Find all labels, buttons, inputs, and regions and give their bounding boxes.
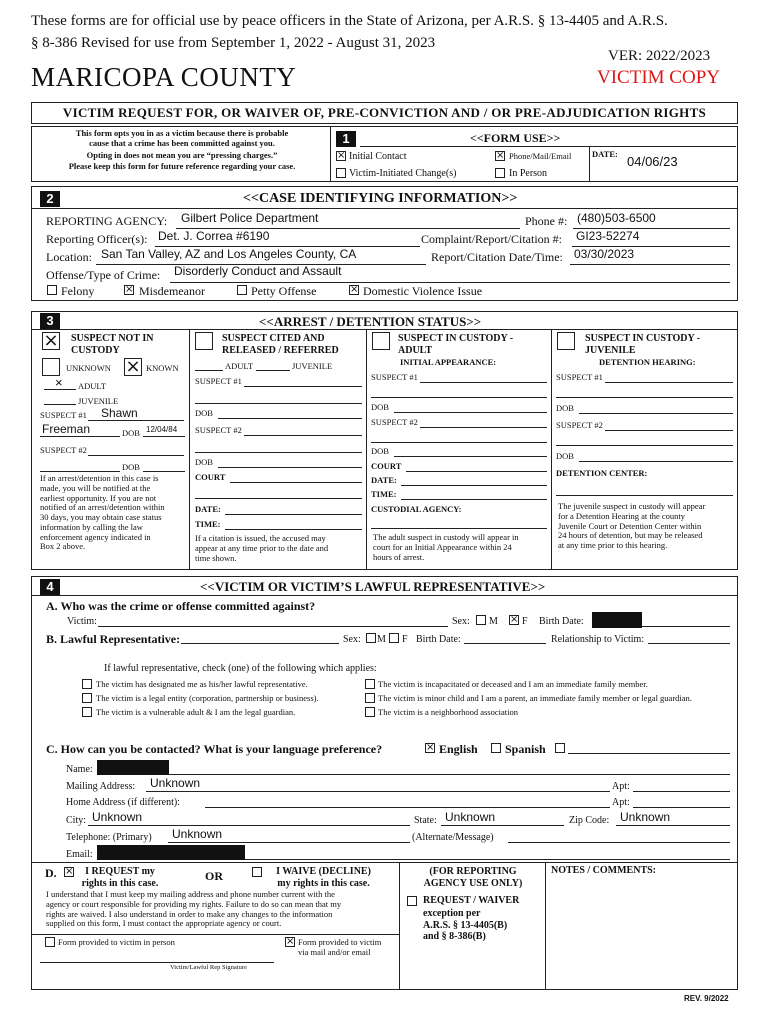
col4-title: SUSPECT IN CUSTODY - JUVENILE	[585, 333, 701, 356]
rep-female-checkbox[interactable]	[389, 633, 399, 643]
english-label: English	[439, 742, 478, 756]
dv-checkbox[interactable]: ×	[350, 284, 359, 295]
report-date-value[interactable]: 03/30/2023	[574, 247, 635, 261]
telephone-label: Telephone: (Primary)	[66, 832, 152, 843]
notes-label: NOTES / COMMENTS:	[551, 865, 657, 876]
form-date-value[interactable]: 04/06/23	[627, 154, 678, 169]
email-label: Email:	[66, 849, 93, 860]
zip-value[interactable]: Unknown	[620, 810, 671, 824]
not-in-custody-checkbox[interactable]: ×	[43, 330, 59, 351]
initial-appearance-label: INITIAL APPEARANCE:	[400, 357, 497, 367]
complaint-value[interactable]: GI23-52274	[576, 229, 640, 243]
spanish-checkbox[interactable]	[491, 743, 501, 753]
location-label: Location:	[46, 250, 92, 264]
lawful-opt-6-checkbox[interactable]	[365, 707, 375, 717]
victim-initiated-checkbox[interactable]	[336, 168, 346, 178]
offense-label: Offense/Type of Crime:	[46, 268, 161, 282]
provided-mail-label: Form provided to victim via mail and/or email	[298, 937, 382, 957]
provided-in-person-label: Form provided to victim in person	[58, 937, 175, 947]
alternate-phone-label: (Alternate/Message)	[412, 832, 494, 843]
col3-title: SUSPECT IN CUSTODY - ADULT	[398, 333, 514, 356]
col2-dob2-label: DOB	[195, 457, 213, 467]
adult-label: ADULT	[78, 381, 107, 391]
suspect1-label: SUSPECT #1	[40, 410, 87, 420]
col2-date-label: DATE:	[195, 504, 221, 514]
arrest-heading: <<ARREST / DETENTION STATUS>>	[259, 314, 482, 329]
col3-court-label: COURT	[371, 461, 402, 471]
col3-dob1-label: DOB	[371, 402, 389, 412]
complaint-label: Complaint/Report/Citation #:	[421, 232, 562, 246]
victim-initiated-label: Victim-Initiated Change(s)	[349, 168, 457, 179]
mailing-apt-label: Apt:	[612, 781, 630, 792]
notes-field[interactable]	[551, 880, 732, 984]
victim-male-checkbox[interactable]	[476, 615, 486, 625]
signature-label: Victim/Lawful Rep Signature	[170, 964, 247, 971]
col2-juvenile-label: JUVENILE	[292, 361, 333, 371]
initial-contact-checkbox[interactable]: ×	[337, 150, 346, 161]
report-date-label: Report/Citation Date/Time:	[431, 250, 563, 264]
rep-female-label: F	[402, 634, 408, 645]
question-b: B. Lawful Representative:	[46, 632, 181, 646]
unknown-label: UNKNOWN	[66, 363, 111, 373]
col2-title: SUSPECT CITED AND RELEASED / REFERRED	[222, 333, 339, 356]
in-person-checkbox[interactable]	[495, 168, 505, 178]
suspect1-dob-label: DOB	[122, 428, 140, 438]
other-language-checkbox[interactable]	[555, 743, 565, 753]
section-2-number: 2	[40, 191, 60, 207]
rep-male-checkbox[interactable]	[366, 633, 376, 643]
adult-mark: ×	[55, 375, 63, 390]
victim-email-redacted	[97, 845, 245, 860]
lawful-opt-5-checkbox[interactable]	[365, 693, 375, 703]
in-custody-adult-checkbox[interactable]	[372, 332, 390, 350]
lawful-opt-2-checkbox[interactable]	[82, 693, 92, 703]
dv-label: Domestic Violence Issue	[363, 284, 483, 298]
suspect1-last-name[interactable]: Freeman	[42, 422, 91, 436]
city-label: City:	[66, 815, 87, 826]
unknown-checkbox[interactable]	[42, 358, 60, 376]
waive-rights-checkbox[interactable]	[252, 867, 262, 877]
intro-text: This form opts you in as a victim because there is probable cause that a crime has been committed against you. Opting in does not mean you are “pressing charges.” Please keep this form for future reference regarding your case.	[68, 128, 296, 172]
lawful-opt-5: The victim is minor child and I am a parent, an immediate family member or legal guardian.	[378, 693, 692, 703]
initial-contact-label: Initial Contact	[349, 151, 407, 162]
section-3-number: 3	[40, 313, 60, 329]
lawful-opt-4: The victim is incapacitated or deceased and I am an immediate family member.	[378, 679, 648, 689]
home-apt-label: Apt:	[612, 797, 630, 808]
lawful-opt-3: The victim is a vulnerable adult & I am the legal guardian.	[96, 707, 296, 717]
agency-label: REPORTING AGENCY:	[46, 214, 168, 228]
detention-hearing-label: DETENTION HEARING:	[599, 357, 696, 367]
col2-suspect2-label: SUSPECT #2	[195, 425, 242, 435]
city-value[interactable]: Unknown	[92, 810, 143, 824]
col2-time-label: TIME:	[195, 519, 221, 529]
offense-value[interactable]: Disorderly Conduct and Assault	[174, 264, 342, 278]
agency-use-label: (FOR REPORTING AGENCY USE ONLY)	[423, 866, 523, 889]
date-label: DATE:	[592, 149, 618, 159]
petty-offense-checkbox[interactable]	[237, 285, 247, 295]
col1-note: If an arrest/detention in this case is made, you will be notified at the earliest opportunity. If you are not notified of an arrest/detention within 30 days, you may obtain case status information by calling the law enforcement agency indicated in Box 2 above.	[40, 473, 165, 552]
col2-adult-label: ADULT	[225, 361, 254, 371]
col3-date-label: DATE:	[371, 475, 397, 485]
col2-dob1-label: DOB	[195, 408, 213, 418]
form-title: VICTIM REQUEST FOR, OR WAIVER OF, PRE-CONVICTION AND / OR PRE-ADJUDICATION RIGHTS	[62, 105, 707, 120]
lawful-opt-1: The victim has designated me as his/her lawful representative.	[96, 679, 308, 689]
lawful-opt-3-checkbox[interactable]	[82, 707, 92, 717]
in-person-label: In Person	[509, 168, 548, 179]
victim-female-checkbox[interactable]: ×	[510, 614, 519, 625]
form-title-box	[31, 102, 738, 124]
misdemeanor-label: Misdemeanor	[139, 284, 205, 298]
section-d-label: D.	[45, 866, 57, 880]
col2-court-label: COURT	[195, 472, 226, 482]
col4-dob2-label: DOB	[556, 451, 574, 461]
col3-dob2-label: DOB	[371, 446, 389, 456]
victim-sex-label: Sex:	[452, 616, 470, 627]
waive-rights-label: I WAIVE (DECLINE) my rights in this case.	[276, 866, 371, 889]
col3-time-label: TIME:	[371, 489, 397, 499]
question-a: A. Who was the crime or offense committed against?	[46, 599, 316, 613]
phone-label: Phone #:	[525, 214, 568, 228]
state-value[interactable]: Unknown	[445, 810, 496, 824]
notice-line-1: These forms are for official use by peace officers in the State of Arizona, per A.R.S. § 13-4405 and A.R.S.	[31, 13, 668, 29]
lawful-opt-4-checkbox[interactable]	[365, 679, 375, 689]
victim-male-label: M	[489, 616, 498, 627]
juvenile-label: JUVENILE	[78, 396, 119, 406]
understand-statement: I understand that I must keep my mailing address and phone number current with the agency or court responsible for providing my rights. Failure to do so can mean that my rights are waived. I also understand in order to make any changes to the information supplied on this form, I must contact the appropriate agency or court.	[46, 889, 342, 929]
notice-line-2: § 8-386 Revised for use from September 1, 2022 - August 31, 2023	[31, 35, 436, 51]
home-label: Home Address (if different):	[66, 797, 180, 808]
custodial-agency-label: CUSTODIAL AGENCY:	[371, 504, 462, 514]
phone-mail-checkbox[interactable]: ×	[496, 150, 505, 161]
cited-released-checkbox[interactable]	[195, 332, 213, 350]
victim-birth-date-label: Birth Date:	[539, 616, 584, 627]
suspect1-dob[interactable]: 12/04/84	[146, 425, 178, 434]
english-checkbox[interactable]: ×	[426, 742, 435, 753]
suspect1-first-name[interactable]: Shawn	[101, 406, 138, 420]
exception-label: exception per A.R.S. § 13-4405(B) and § 8-386(B)	[423, 908, 508, 942]
question-c: C. How can you be contacted? What is your language preference?	[46, 742, 383, 756]
col4-note: The juvenile suspect in custody will appear for a Detention Hearing at the county Juvenile Court or Detention Center within 24 hours of detention, but may be released at any time prior to this hearing.	[558, 501, 706, 551]
col3-note: The adult suspect in custody will appear in court for an Initial Appearance within 24 hours of arrest.	[373, 532, 519, 562]
rep-male-label: M	[377, 634, 386, 645]
form-use-heading: <<FORM USE>>	[470, 131, 561, 145]
suspect2-label: SUSPECT #2	[40, 445, 87, 455]
agency-value[interactable]: Gilbert Police Department	[181, 211, 319, 225]
request-waiver-checkbox[interactable]	[407, 896, 417, 906]
felony-label: Felony	[61, 284, 95, 298]
victim-label: Victim:	[67, 616, 97, 627]
officer-label: Reporting Officer(s):	[46, 232, 148, 246]
mailing-value[interactable]: Unknown	[150, 776, 201, 790]
spanish-label: Spanish	[505, 742, 546, 756]
provided-in-person-checkbox[interactable]	[45, 937, 55, 947]
suspect2-dob-label: DOB	[122, 462, 140, 472]
provided-mail-checkbox[interactable]: ×	[286, 936, 295, 947]
rep-sex-label: Sex:	[343, 634, 361, 645]
version-label: VER: 2022/2023	[608, 48, 711, 64]
col4-dob1-label: DOB	[556, 403, 574, 413]
or-label: OR	[205, 869, 223, 883]
known-label: KNOWN	[146, 363, 179, 373]
lawful-opt-1-checkbox[interactable]	[82, 679, 92, 689]
victim-name-redacted	[97, 760, 169, 775]
relationship-label: Relationship to Victim:	[551, 634, 645, 645]
phone-mail-label: Phone/Mail/Email	[509, 151, 572, 161]
felony-checkbox[interactable]	[47, 285, 57, 295]
victim-copy-label: VICTIM COPY	[597, 67, 720, 88]
rep-birth-date-label: Birth Date:	[416, 634, 461, 645]
phone-value[interactable]: (480)503-6500	[577, 211, 656, 225]
misdemeanor-checkbox[interactable]: ×	[125, 284, 134, 295]
col4-suspect1-label: SUSPECT #1	[556, 372, 603, 382]
request-rights-label: I REQUEST my rights in this case.	[81, 866, 159, 889]
col1-title: SUSPECT NOT IN CUSTODY	[71, 333, 154, 356]
in-custody-juvenile-checkbox[interactable]	[557, 332, 575, 350]
col3-suspect1-label: SUSPECT #1	[371, 372, 418, 382]
officer-value[interactable]: Det. J. Correa #6190	[158, 229, 270, 243]
mailing-label: Mailing Address:	[66, 781, 136, 792]
victim-female-label: F	[522, 616, 528, 627]
telephone-value[interactable]: Unknown	[172, 827, 223, 841]
request-rights-checkbox[interactable]: ×	[65, 866, 74, 877]
known-checkbox[interactable]: ×	[125, 356, 141, 377]
section-4-number: 4	[40, 579, 60, 595]
revision-label: REV. 9/2022	[684, 994, 729, 1003]
location-value[interactable]: San Tan Valley, AZ and Los Angeles County, CA	[101, 247, 357, 261]
victim-heading: <<VICTIM OR VICTIM’S LAWFUL REPRESENTATIVE>>	[200, 579, 546, 594]
col2-suspect1-label: SUSPECT #1	[195, 376, 242, 386]
section-1-number: 1	[336, 131, 356, 147]
lawful-opt-6: The victim is a neighborhood association	[378, 707, 518, 717]
lawful-rep-intro: If lawful representative, check (one) of the following which applies:	[104, 663, 377, 674]
name-label: Name:	[66, 764, 93, 775]
lawful-opt-2: The victim is a legal entity (corporation, partnership or business).	[96, 693, 319, 703]
state-label: State:	[414, 815, 437, 826]
victim-birth-date-redacted	[592, 612, 642, 628]
col3-suspect2-label: SUSPECT #2	[371, 417, 418, 427]
detention-center-label: DETENTION CENTER:	[556, 468, 648, 478]
col2-note: If a citation is issued, the accused may appear at any time prior to the date and time shown.	[195, 533, 329, 563]
request-waiver-label: REQUEST / WAIVER	[423, 895, 520, 906]
petty-offense-label: Petty Offense	[251, 284, 317, 298]
col4-suspect2-label: SUSPECT #2	[556, 420, 603, 430]
county-title: MARICOPA COUNTY	[31, 62, 297, 92]
zip-label: Zip Code:	[569, 815, 610, 826]
case-info-heading: <<CASE IDENTIFYING INFORMATION>>	[243, 191, 518, 206]
